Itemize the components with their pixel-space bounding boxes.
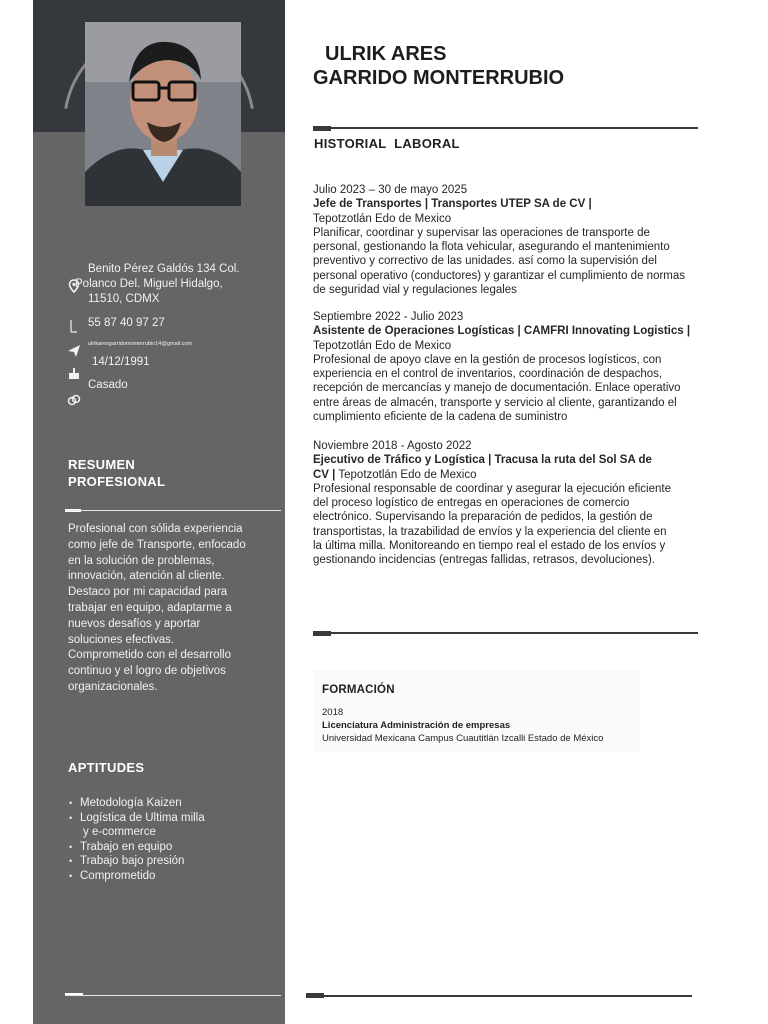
- job-desc-line: la última milla. Monitoreando en tiempo real el estado de los envíos y: [313, 540, 666, 553]
- work-rule: [313, 127, 698, 129]
- job-desc-line: electrónico. Supervisando la preparación de pedidos, la gestión de: [313, 511, 653, 524]
- job-entry: [313, 183, 708, 297]
- address-line-2: Polanco Del. Miguel Hidalgo,: [75, 278, 223, 290]
- skill-item: • Trabajo en equipo: [68, 840, 238, 855]
- summary-text: [68, 522, 258, 696]
- rings-icon: [67, 393, 81, 407]
- job-location: Tepotzotlán Edo de Mexico: [313, 339, 452, 352]
- job-dates: Julio 2023 – 30 de mayo 2025: [313, 184, 468, 196]
- job-desc-line: experiencia en el control de inventarios, coordinación de despachos,: [313, 368, 663, 381]
- candidate-name: [313, 42, 564, 90]
- skill-item: • Metodología Kaizen: [68, 796, 238, 811]
- skill-item: • Logística de Ultima milla: [68, 811, 238, 826]
- summary-line: trabajar en equipo, adaptarme a: [68, 601, 232, 614]
- education-school: Universidad Mexicana Campus Cuautitlán Izcalli Estado de México: [322, 733, 604, 744]
- education-section: [313, 670, 640, 752]
- job-entry: [313, 310, 708, 424]
- summary-heading-line-1: RESUMEN: [68, 457, 136, 472]
- job-title-location-line: [313, 468, 708, 482]
- job-desc-line: personal, gestionando la flota vehicular, asegurando el mantenimiento: [313, 241, 670, 254]
- profile-photo: [85, 22, 241, 206]
- skill-item: • Comprometido: [68, 869, 238, 884]
- email-address: ulrikaresgarridomonterrubio14@gmail.com: [88, 341, 193, 347]
- summary-line: organizacionales.: [68, 680, 158, 693]
- job-desc-line: Planificar, coordinar y supervisar las operaciones de transporte de: [313, 226, 650, 239]
- summary-line: en la solución de problemas,: [68, 554, 215, 567]
- sidebar: [33, 0, 285, 1024]
- job-desc-line: entre áreas de almacén, transporte y servicio al cliente, garantizando el: [313, 396, 677, 409]
- summary-line: Comprometido con el desarrollo: [68, 649, 231, 662]
- send-icon: [67, 344, 81, 358]
- address-line-3: 11510, CDMX: [88, 293, 160, 305]
- job-title: Ejecutivo de Tráfico y Logística | Tracusa la ruta del Sol SA de: [313, 454, 652, 467]
- address-line-1: Benito Pérez Galdós 134 Col.: [88, 263, 240, 275]
- skills-list: [68, 796, 238, 884]
- bottom-rule: [306, 995, 692, 997]
- job-title-cont: CV |: [313, 468, 336, 481]
- job-title: Jefe de Transportes | Transportes UTEP SA de CV |: [313, 198, 592, 211]
- job-desc-line: preventivo y correctivo de las unidades. así como la supervisión del: [313, 255, 657, 268]
- job-desc-line: de seguridad vial y regulaciones legales: [313, 284, 517, 297]
- job-dates: Septiembre 2022 - Julio 2023: [313, 311, 464, 323]
- summary-line: soluciones efectivas.: [68, 633, 175, 646]
- job-desc-line: recepción de mercancías y manejo de documentación. Enlace operativo: [313, 382, 681, 395]
- summary-line: Destaco por mi capacidad para: [68, 586, 228, 599]
- job-desc-line: del proceso logístico de entregas en operaciones de comercio: [313, 497, 630, 510]
- job-desc-line: personal operativo (conductores) y garantizar el cumplimiento de normas: [313, 269, 686, 282]
- summary-line: Profesional con sólida experiencia: [68, 523, 243, 535]
- phone-icon: [67, 319, 81, 333]
- job-desc-line: gestionando incidencias (entregas fallidas, retrasos, devoluciones).: [313, 554, 656, 567]
- job-desc-line: Profesional responsable de coordinar y asegurar la ejecución eficiente: [313, 482, 671, 495]
- summary-line: continuo y el logro de objetivos: [68, 665, 226, 678]
- phone-number: 55 87 40 97 27: [88, 317, 165, 329]
- education-heading: FORMACIÓN: [322, 684, 395, 696]
- summary-line: innovación, atención al cliente.: [68, 570, 225, 583]
- job-dates: Noviembre 2018 - Agosto 2022: [313, 440, 472, 452]
- summary-heading: [68, 456, 165, 490]
- job-title: Asistente de Operaciones Logísticas | CAMFRI Innovating Logistics |: [313, 325, 691, 338]
- job-location: Tepotzotlán Edo de Mexico: [313, 212, 452, 225]
- sidebar-bottom-rule: [65, 995, 281, 996]
- birthday-cake-icon: [67, 366, 81, 380]
- summary-heading-line-2: PROFESIONAL: [68, 474, 166, 489]
- name-line-2: GARRIDO MONTERRUBIO: [313, 67, 565, 89]
- job-desc-line: cumplimiento eficiente de la cadena de suministro: [313, 411, 568, 424]
- summary-rule: [65, 510, 281, 511]
- skill-item-continuation: y e-commerce: [83, 826, 156, 839]
- skills-heading: APTITUDES: [68, 760, 145, 775]
- birthdate: 14/12/1991: [92, 356, 150, 368]
- job-entry: [313, 439, 708, 568]
- job-desc-line: transportistas, la trazabilidad de envíos y la experiencia del cliente en: [313, 525, 667, 538]
- education-year: 2018: [322, 707, 344, 718]
- civil-status: Casado: [88, 379, 128, 391]
- work-heading: HISTORIAL LABORAL: [314, 136, 460, 151]
- work-end-rule: [313, 632, 698, 634]
- job-location: Tepotzotlán Edo de Mexico: [338, 468, 477, 481]
- education-degree: Licenciatura Administración de empresas: [322, 720, 511, 731]
- skill-item: • Trabajo bajo presión: [68, 854, 238, 869]
- name-line-1: ULRIK ARES: [325, 43, 447, 65]
- summary-line: nuevos desafíos y aportar: [68, 617, 201, 630]
- job-desc-line: Profesional de apoyo clave en la gestión de procesos logísticos, con: [313, 353, 662, 366]
- summary-line: como jefe de Transporte, enfocado: [68, 538, 246, 551]
